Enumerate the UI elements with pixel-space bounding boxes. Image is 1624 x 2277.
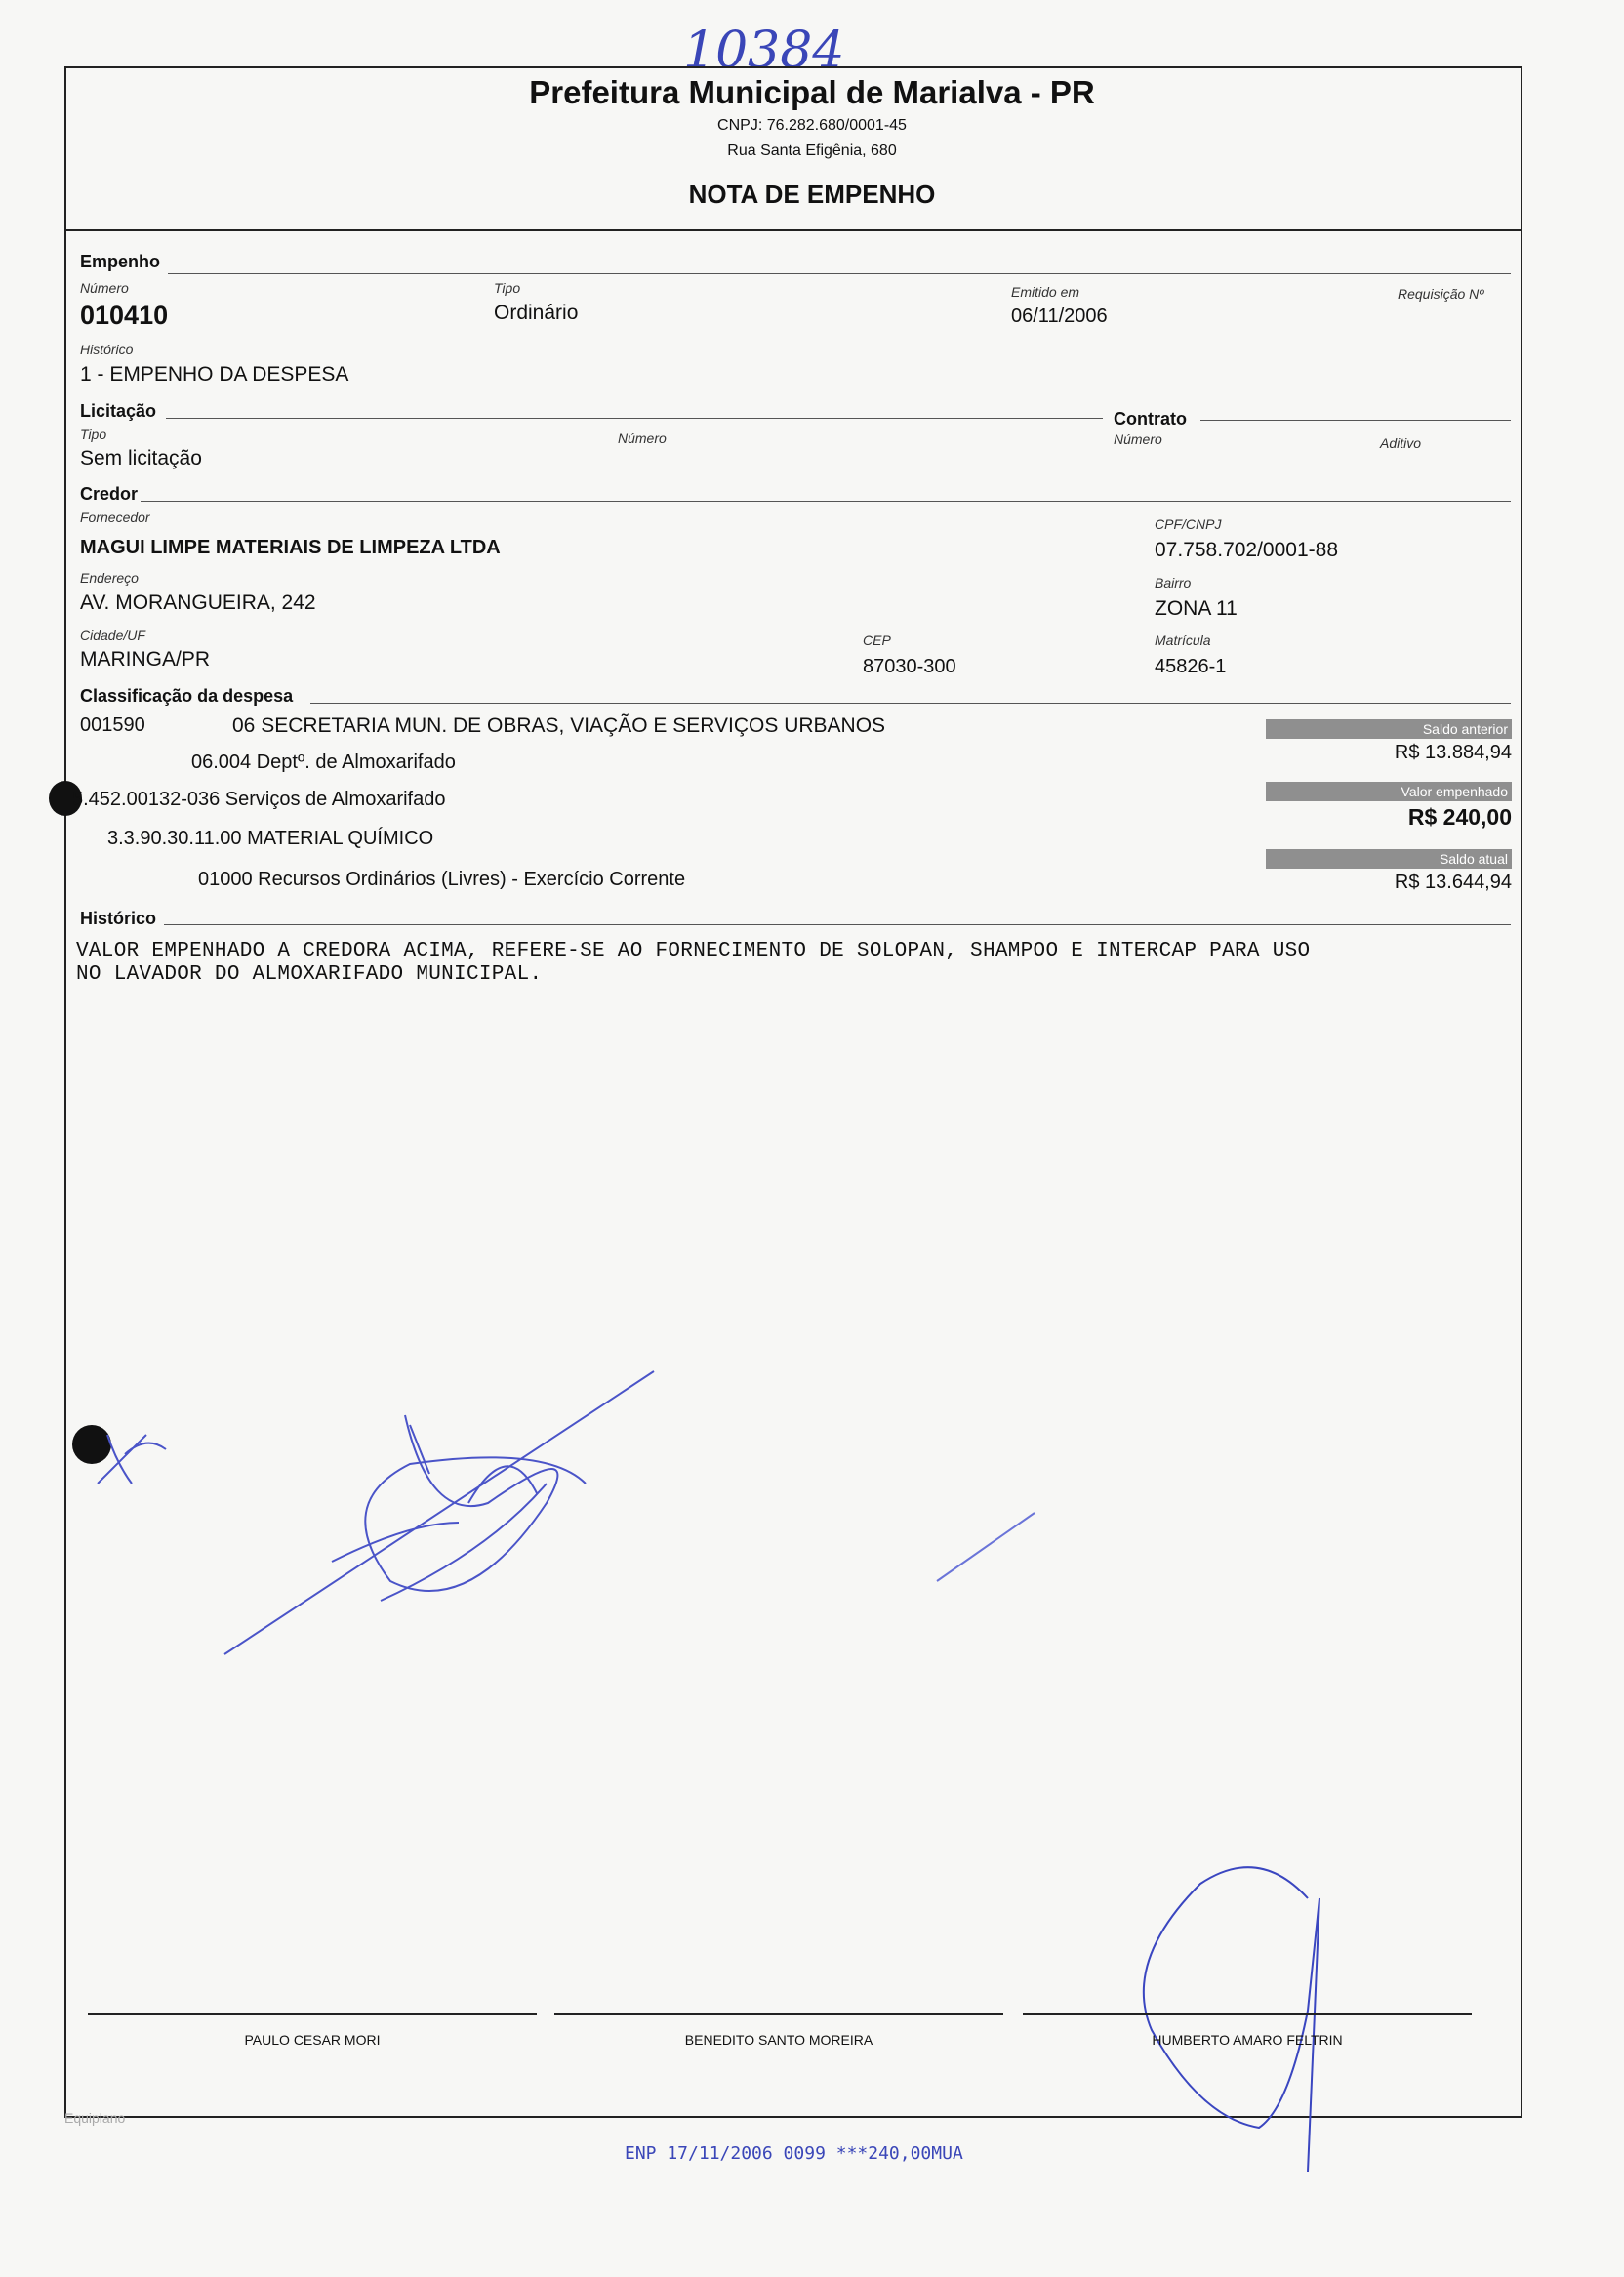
historico-line1: VALOR EMPENHADO A CREDORA ACIMA, REFERE-SE AO FORNECIMENTO DE SOLOPAN, SHAMPOO E INTERCAP PARA USO: [76, 940, 1311, 962]
matricula-value: 45826-1: [1155, 656, 1227, 677]
section-contrato: Contrato: [1114, 409, 1187, 428]
historico-label: Histórico: [80, 342, 134, 357]
classificacao-line5: 01000 Recursos Ordinários (Livres) - Exercício Corrente: [198, 869, 686, 890]
organization-title: Prefeitura Municipal de Marialva - PR: [529, 74, 1095, 110]
section-empenho: Empenho: [80, 252, 161, 271]
saldo-anterior-value: R$ 13.884,94: [1394, 742, 1512, 763]
saldo-anterior-label: Saldo anterior: [1266, 719, 1512, 739]
licitacao-tipo-label: Tipo: [80, 427, 107, 442]
saldo-atual-value: R$ 13.644,94: [1394, 872, 1512, 893]
footer-brand: Equiplano: [64, 2110, 126, 2126]
classificacao-code: 001590: [80, 714, 145, 736]
mechanical-stamp: ENP 17/11/2006 0099 ***240,00MUA: [625, 2143, 963, 2164]
classificacao-line4: 3.3.90.30.11.00 MATERIAL QUÍMICO: [107, 828, 434, 849]
bairro-label: Bairro: [1155, 575, 1192, 590]
fornecedor-name: MAGUI LIMPE MATERIAIS DE LIMPEZA LTDA: [80, 537, 501, 558]
empenho-number: 010410: [80, 301, 169, 330]
cep-label: CEP: [863, 632, 891, 648]
signatory-3: HUMBERTO AMARO FELTRIN: [1152, 2032, 1343, 2048]
saldo-atual-label: Saldo atual: [1266, 849, 1512, 869]
classificacao-line1: 06 SECRETARIA MUN. DE OBRAS, VIAÇÃO E SERVIÇOS URBANOS: [232, 714, 886, 737]
emitido-label: Emitido em: [1011, 284, 1080, 300]
signatory-2: BENEDITO SANTO MOREIRA: [684, 2032, 873, 2048]
bairro-value: ZONA 11: [1155, 597, 1238, 620]
section-classificacao: Classificação da despesa: [80, 686, 294, 706]
cidade-value: MARINGA/PR: [80, 648, 211, 671]
signatory-1: PAULO CESAR MORI: [244, 2032, 381, 2048]
cpf-value: 07.758.702/0001-88: [1155, 539, 1339, 561]
licitacao-tipo: Sem licitação: [80, 447, 202, 469]
contrato-numero-label: Número: [1114, 431, 1162, 447]
signature-line: [554, 2013, 1003, 2015]
emitido-date: 06/11/2006: [1011, 305, 1108, 327]
empenho-historico: 1 - EMPENHO DA DESPESA: [80, 363, 349, 386]
cnpj-text: CNPJ: 76.282.680/0001-45: [717, 117, 907, 134]
empenho-tipo: Ordinário: [494, 302, 579, 324]
numero-label: Número: [80, 280, 129, 296]
fornecedor-label: Fornecedor: [80, 509, 150, 525]
endereco-label: Endereço: [80, 570, 139, 586]
cpf-label: CPF/CNPJ: [1155, 516, 1222, 532]
tipo-label: Tipo: [494, 280, 521, 296]
classificacao-line3: 5.452.00132-036 Serviços de Almoxarifado: [72, 789, 446, 810]
document-title: NOTA DE EMPENHO: [688, 180, 936, 209]
section-licitacao: Licitação: [80, 401, 157, 421]
handwritten-document-number: 10384: [683, 21, 845, 80]
requisicao-label: Requisição Nº: [1398, 286, 1484, 302]
licitacao-numero-label: Número: [618, 430, 667, 446]
section-historico: Histórico: [80, 909, 157, 928]
cep-value: 87030-300: [863, 656, 956, 677]
cidade-label: Cidade/UF: [80, 628, 145, 643]
signature-line: [88, 2013, 537, 2015]
endereco-value: AV. MORANGUEIRA, 242: [80, 591, 316, 614]
valor-empenhado-value: R$ 240,00: [1407, 804, 1512, 830]
signature-line: [1023, 2013, 1472, 2015]
contrato-aditivo-label: Aditivo: [1380, 435, 1422, 451]
matricula-label: Matrícula: [1155, 632, 1211, 648]
classificacao-line2: 06.004 Deptº. de Almoxarifado: [191, 752, 456, 773]
valor-empenhado-label: Valor empenhado: [1266, 782, 1512, 801]
address-text: Rua Santa Efigênia, 680: [727, 142, 897, 159]
historico-line2: NO LAVADOR DO ALMOXARIFADO MUNICIPAL.: [76, 963, 543, 986]
section-credor: Credor: [80, 484, 139, 504]
